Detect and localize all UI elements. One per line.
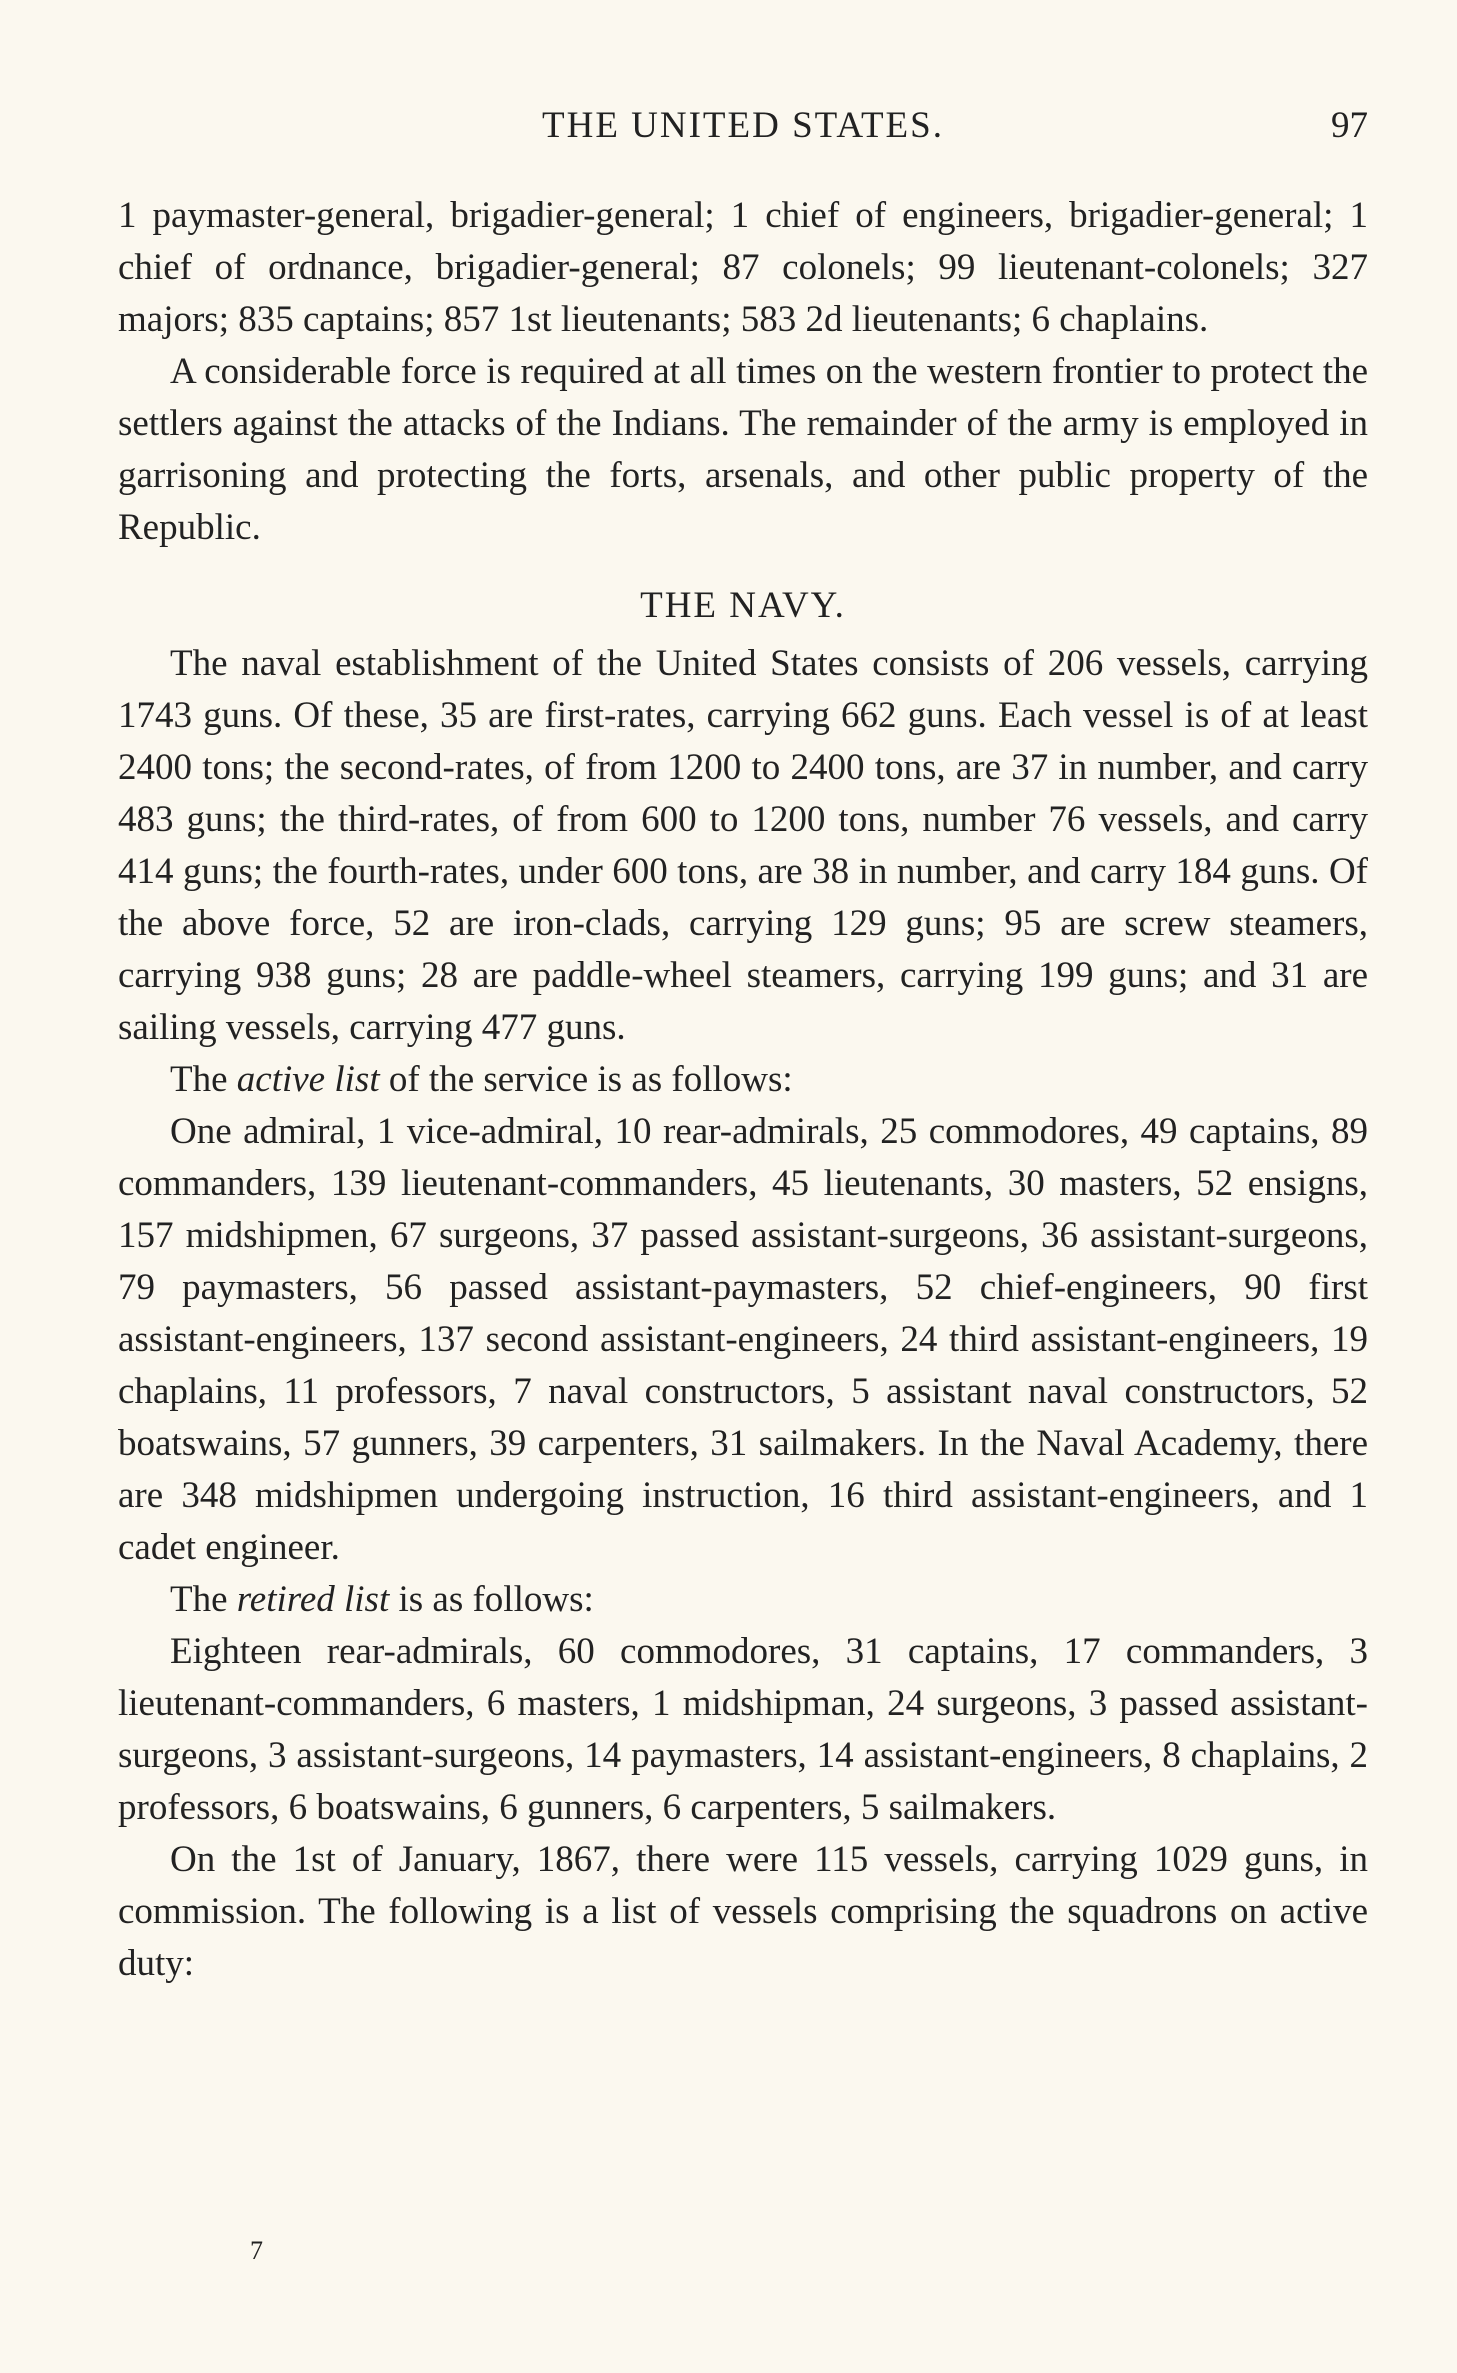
page-body — [118, 190, 1368, 1990]
active-list-term: active list — [236, 1059, 380, 1100]
paragraph-naval-establishment: The naval establishment of the United States consists of 206 vessels, carrying 1743 guns. Of these, 35 are first-rates, carrying 662 guns. Each vessel is of at least 2400 tons; the second-rates, of from 1200 to 2400 tons, are 37 in number, and carry 483 guns; the third-rates, of from 600 to 1200 tons, number 76 vessels, and carry 414 guns; the fourth-rates, under 600 tons, are 38 in number, and carry 184 guns. Of the above force, 52 are iron-clads, carrying 129 guns; 95 are screw steamers, carrying 938 guns; 28 are paddle-wheel steamers, carrying 199 guns; and 31 are sailing vessels, carrying 477 guns. — [118, 643, 1368, 1048]
page-header — [118, 104, 1368, 154]
page-number: 97 — [1331, 105, 1368, 146]
paragraph-active-list-intro — [118, 1054, 1368, 1106]
signature-mark: 7 — [250, 2236, 263, 2265]
active-list-suffix: of the service is as follows: — [379, 1059, 793, 1100]
retired-list-prefix: The — [170, 1579, 237, 1620]
paragraph-vessels-in-commission: On the 1st of January, 1867, there were 115 vessels, carrying 1029 guns, in commission. The following is a list of vessels comprising the squadrons on active duty: — [118, 1839, 1368, 1984]
paragraph-retired-list-intro — [118, 1574, 1368, 1626]
paragraph-retired-list: Eighteen rear-admirals, 60 commodores, 31 captains, 17 commanders, 3 lieutenant-commanders, 6 masters, 1 midshipman, 24 surgeons, 3 passed assistant-surgeons, 3 assistant-surgeons, 14 paymasters, 14 assistant-engineers, 8 chaplains, 2 professors, 6 boatswains, 6 gunners, 6 carpenters, 5 sailmakers. — [118, 1631, 1368, 1828]
section-heading-navy: THE NAVY. — [640, 585, 846, 626]
running-title: THE UNITED STATES. — [542, 105, 944, 146]
active-list-prefix: The — [170, 1059, 237, 1100]
retired-list-term: retired list — [236, 1579, 390, 1620]
paragraph-army-deployment: A considerable force is required at all times on the western frontier to protect the settlers against the attacks of the Indians. The remainder of the army is employed in garrisoning and protecting the forts, arsenals, and other public property of the Republic. — [118, 351, 1368, 548]
retired-list-suffix: is as follows: — [389, 1579, 594, 1620]
paragraph-army-officers: 1 paymaster-general, brigadier-general; 1 chief of engineers, brigadier-general; 1 chief of ordnance, brigadier-general; 87 colonels; 99 lieutenant-colonels; 327 majors; 835 captains; 857 1st lieutenants; 583 2d lieutenants; 6 chaplains. — [118, 195, 1368, 340]
paragraph-active-list: One admiral, 1 vice-admiral, 10 rear-admirals, 25 commodores, 49 captains, 89 commanders, 139 lieutenant-commanders, 45 lieutenants, 30 masters, 52 ensigns, 157 midshipmen, 67 surgeons, 37 passed assistant-surgeons, 36 assistant-surgeons, 79 paymasters, 56 passed assistant-paymasters, 52 chief-engineers, 90 first assistant-engineers, 137 second assistant-engineers, 24 third assistant-engineers, 19 chaplains, 11 professors, 7 naval constructors, 5 assistant naval constructors, 52 boatswains, 57 gunners, 39 carpenters, 31 sailmakers. In the Naval Academy, there are 348 midshipmen undergoing instruction, 16 third assistant-engineers, and 1 cadet engineer. — [118, 1111, 1368, 1568]
